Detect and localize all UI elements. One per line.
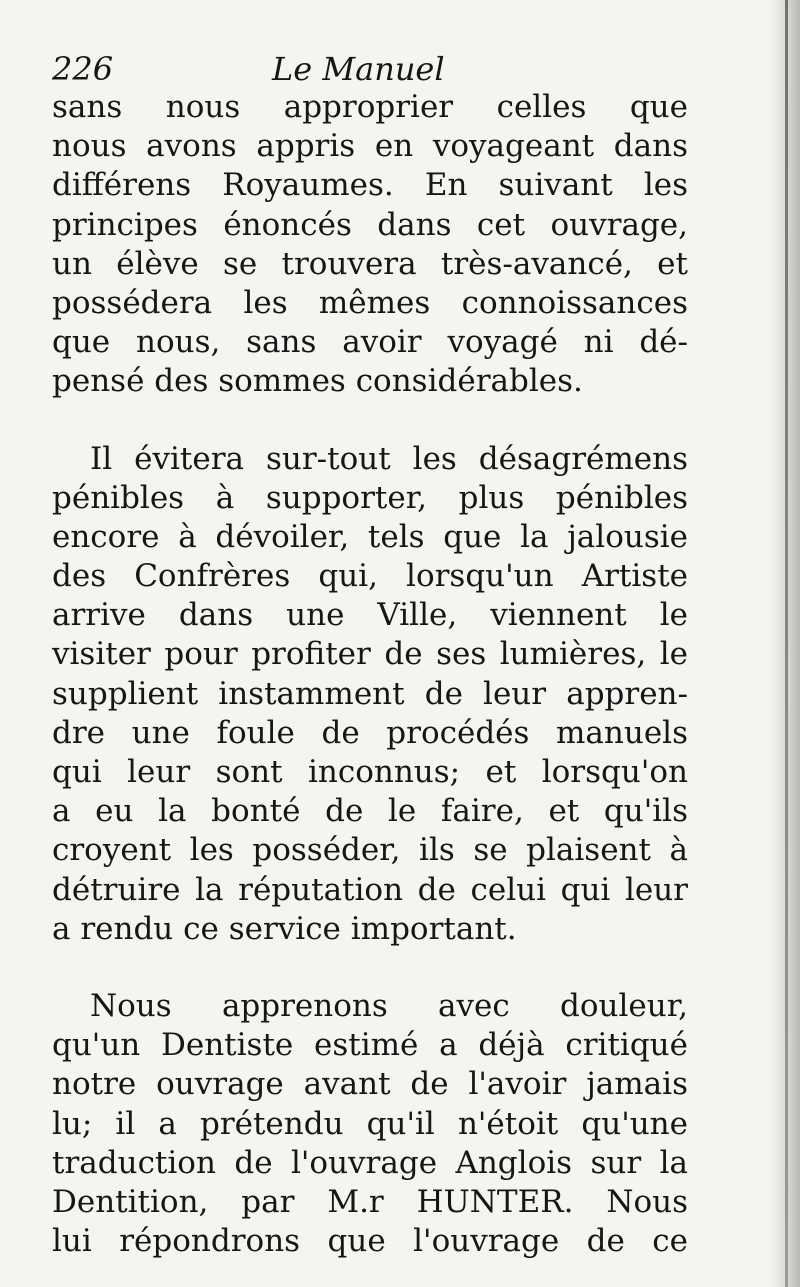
text-line: des Confrères qui, lorsqu'un Artiste [52,558,688,595]
text-line: traduction de l'ouvrage Anglois sur la [52,1144,688,1181]
text-line: lu; il a prétendu qu'il n'étoit qu'une [52,1105,688,1142]
paragraph-gap [52,949,688,987]
text-line: que nous, sans avoir voyagé ni dé- [52,324,688,361]
running-title: Le Manuel [272,50,445,88]
text-line: possédera les mêmes connoissances [52,284,688,321]
text-line: Dentition, par M.r HUNTER. Nous [52,1183,688,1220]
text-line: notre ouvrage avant de l'avoir jamais [52,1066,688,1103]
page-edge-shadow [785,0,788,1287]
text-line: lui répondrons que l'ouvrage de ce [52,1223,688,1260]
text-line: un élève se trouvera très-avancé, et [52,245,688,282]
text-line: différens Royaumes. En suivant les [52,167,688,204]
body-text [52,88,688,1261]
text-line: détruire la réputation de celui qui leur [52,871,688,908]
text-line: a rendu ce service important. [52,910,517,947]
text-line: nous avons appris en voyageant dans [52,128,688,165]
text-line: encore à dévoiler, tels que la jalousie [52,518,688,555]
text-line: croyent les posséder, ils se plaisent à [52,832,688,869]
text-line: Il évitera sur-tout les désagrémens [90,440,688,477]
text-line: a eu la bonté de le faire, et qu'ils [52,793,688,830]
text-line: qu'un Dentiste estimé a déjà critiqué [52,1027,688,1064]
text-line: pensé des sommes considérables. [52,363,583,400]
text-line: sans nous approprier celles que [52,89,688,125]
page-number: 226 [52,50,114,88]
text-line: visiter pour profiter de ses lumières, le [52,636,688,673]
text-line: qui leur sont inconnus; et lorsqu'on [52,754,688,790]
text-line: dre une foule de procédés manuels [52,714,688,751]
paragraph-gap [52,402,688,440]
text-line: principes énoncés dans cet ouvrage, [52,206,688,243]
text-line: pénibles à supporter, plus pénibles [52,479,688,516]
page-header [52,44,692,94]
text-line: arrive dans une Ville, viennent le [52,597,688,634]
text-line: Nous apprenons avec douleur, [90,987,688,1024]
text-line: supplient instamment de leur appren- [52,675,688,712]
